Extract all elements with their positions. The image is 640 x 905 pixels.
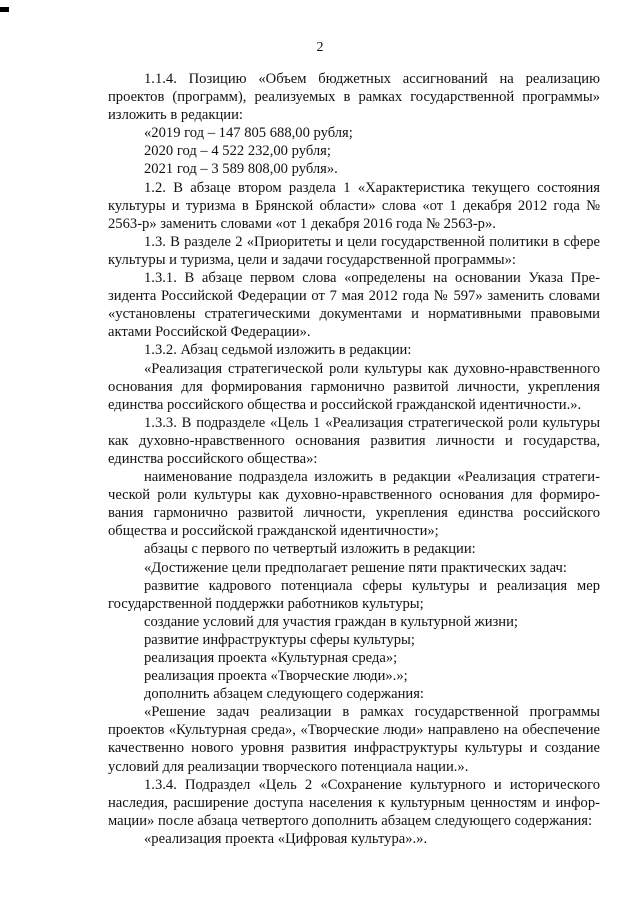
paragraph-1-3: 1.3. В разделе 2 «Приоритеты и цели государственной политики в сфере культуры и туризма, цели и задачи государственной программы»:: [108, 233, 600, 268]
scan-artifact-mark: [0, 7, 9, 12]
paragraph-add-abzac: дополнить абзацем следующего содержания:: [144, 686, 424, 703]
list-item-task-2: создание условий для участия граждан в культурной жизни;: [144, 613, 518, 630]
paragraph-1-3-2: 1.3.2. Абзац седьмой изложить в редакции:: [144, 342, 412, 359]
paragraph-1-1-4: 1.1.4. Позицию «Объем бюджетных ассигнований на реализацию проектов (программ), реализуемых в рамках государственной программы» изложить в редакции:: [108, 71, 600, 124]
list-item-task-1: развитие кадрового потенциала сферы культуры и реализация мер государственной поддержки работников культуры;: [108, 577, 600, 612]
paragraph-1-3-1: 1.3.1. В абзаце первом слова «определены на основании Указа Президента Российской Федерации от 7 мая 2012 года № 597» заменить словами «установлены стратегическими документами и нормативными правовыми актами Российской Федерации».: [108, 270, 600, 341]
paragraph-1-3-4: 1.3.4. Подраздел «Цель 2 «Сохранение культурного и исторического наследия, расширение доступа населения к культурным ценностям и информации» после абзаца четвертого дополнить абзацем следующего содержания:: [108, 776, 600, 829]
document-body: [108, 70, 600, 848]
list-item-task-3: развитие инфраструктуры сферы культуры;: [144, 631, 415, 648]
list-item-task-5: реализация проекта «Творческие люди».»;: [144, 668, 408, 685]
budget-line-2021: 2021 год – 3 589 808,00 рубля».: [144, 161, 338, 178]
budget-line-2019: «2019 год – 147 805 688,00 рубля;: [144, 125, 353, 142]
page-number: 2: [316, 40, 324, 55]
paragraph-goal-tasks: «Достижение цели предполагает решение пяти практических задач:: [144, 559, 567, 576]
paragraph-tasks-solution: «Решение задач реализации в рамках государственной программы проектов «Культурная среда», «Творческие люди» направлено на обеспечение качественно нового уровня развития инфраструктуры культуры и создание условий для реализации творческого потенциала нации.».: [108, 704, 600, 775]
paragraph-1-2: 1.2. В абзаце втором раздела 1 «Характеристика текущего состояния культуры и туризма в Брянской области» слова «от 1 декабря 2012 года № 2563-р» заменить словами «от 1 декабря 2016 года № 2563-р».: [108, 179, 600, 232]
paragraph-1-3-3: 1.3.3. В подразделе «Цель 1 «Реализация стратегической роли культуры как духовно-нравственного основания развития личности и государства, единства российского общества»:: [108, 414, 600, 467]
paragraph-abzacy: абзацы с первого по четвертый изложить в редакции:: [144, 541, 476, 558]
list-item-task-4: реализация проекта «Культурная среда»;: [144, 650, 398, 666]
paragraph-1-3-2-text: «Реализация стратегической роли культуры как духовно-нравственного основания для формирования гармонично развитой личности, укрепления единства российского общества и российской гражданской идентичности.».: [108, 360, 600, 413]
budget-line-2020: 2020 год – 4 522 232,00 рубля;: [144, 143, 331, 160]
paragraph-digital-culture: «реализация проекта «Цифровая культура».».: [144, 830, 428, 847]
paragraph-subsection-title: наименование подраздела изложить в редакции «Реализация стратегической роли культуры как духовно-нравственного основания для формирования гармонично развитой личности, укрепления единства российского общества и российской гражданской идентичности»;: [108, 469, 600, 540]
